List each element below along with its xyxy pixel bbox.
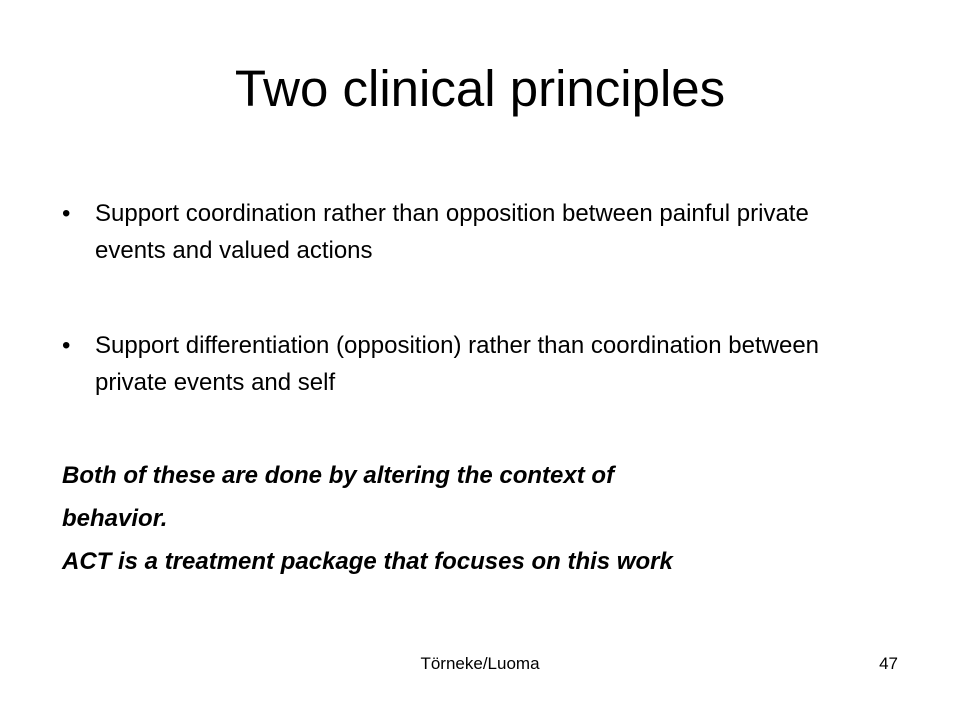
bullet-item (62, 195, 862, 269)
bullet-icon: • (62, 200, 71, 227)
page-number: 47 (879, 654, 898, 673)
emphasis-line: behavior. (62, 505, 168, 532)
slide-title: Two clinical principles (234, 60, 726, 117)
bullet-item (62, 327, 862, 401)
emphasis-block (62, 454, 922, 583)
bullet-text: Support differentiation (opposition) rather than coordination between private events and self (95, 332, 820, 396)
bullet-list (62, 195, 862, 459)
bullet-text: Support coordination rather than opposition between painful private events and valued actions (95, 200, 809, 264)
bullet-icon: • (62, 332, 71, 359)
footer-credit: Törneke/Luoma (420, 654, 540, 673)
emphasis-line: ACT is a treatment package that focuses on this work (62, 548, 673, 575)
emphasis-line: Both of these are done by altering the context of (62, 462, 615, 489)
